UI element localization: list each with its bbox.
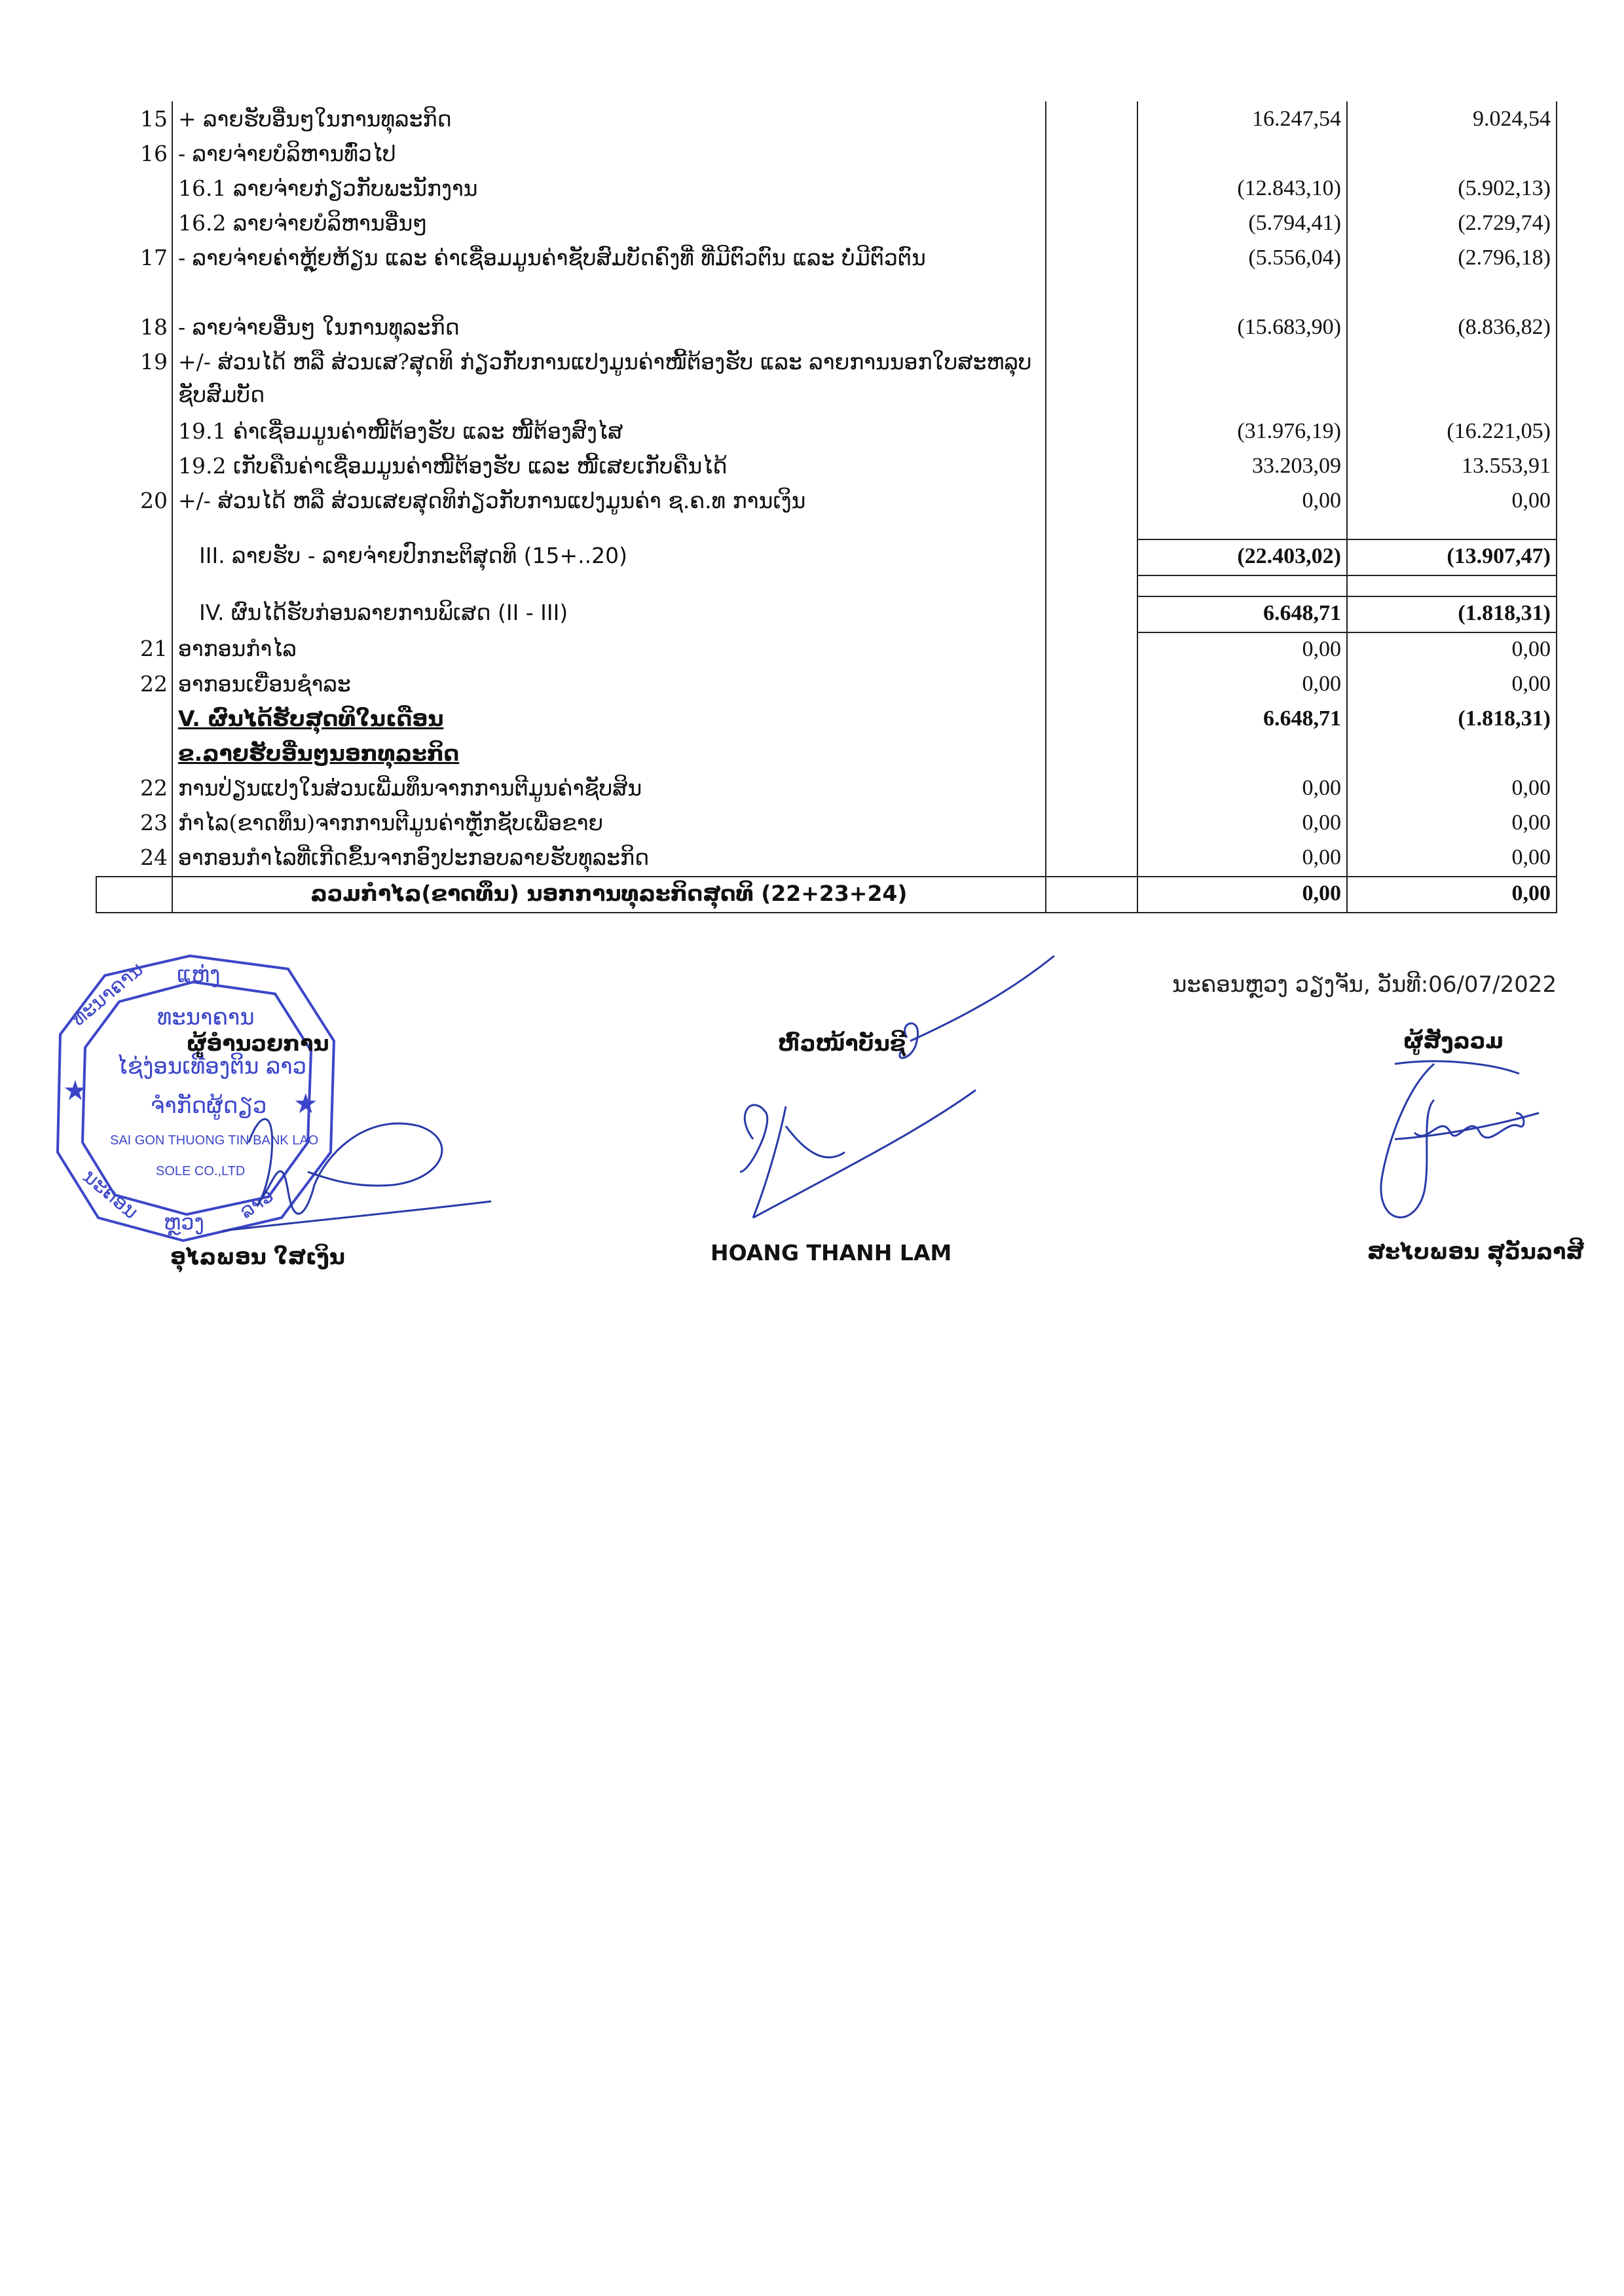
row-number: 22 (96, 668, 172, 702)
previous-value: (2.729,74) (1347, 207, 1557, 242)
preparer-title: ຜູ້ສັງລວມ (1403, 1028, 1504, 1053)
previous-value: 0,00 (1347, 772, 1557, 807)
row-number: 23 (96, 807, 172, 841)
previous-value: 0,00 (1347, 484, 1557, 519)
current-value: 0,00 (1137, 668, 1347, 702)
current-value: 6.648,71 (1137, 596, 1347, 632)
row-number: 22 (96, 772, 172, 807)
current-value: (12.843,10) (1137, 172, 1347, 207)
previous-value: 0,00 (1347, 668, 1557, 702)
row-description: - ລາຍຈ່າຍຄ່າຫຼຸ້ຍຫ້ຽນ ແລະ ຄ່າເຊື່ອມມູນຄ່າຊັບສົມບັດຄົງທີ່ ທີ່ມີຕົວຕົນ ແລະ ບໍ່ມີຕົວຕົນ (172, 242, 1046, 311)
row-number: 20 (96, 484, 172, 519)
stamp-line: ທະນາຄານ (157, 1004, 255, 1030)
previous-value: 13.553,91 (1347, 450, 1557, 484)
current-value: 0,00 (1137, 772, 1347, 807)
stamp-ring-text: ນະຄອນ (78, 1165, 143, 1224)
current-value: 6.648,71 (1137, 702, 1347, 737)
director-title: ຜູ້ອຳນວຍການ (187, 1030, 329, 1056)
total-label: ລວມກຳໄລ(ຂາດທຶນ) ນອກການທຸລະກິດສຸດທິ (22+23+24) (172, 877, 1046, 913)
star-icon: ★ (63, 1074, 88, 1106)
previous-value: 9.024,54 (1347, 101, 1557, 137)
previous-value: (8.836,82) (1347, 311, 1557, 346)
row-description: - ລາຍຈ່າຍອື່ນໆ ໃນການທຸລະກິດ (172, 311, 1046, 346)
row-description: 19.2 ເກັບຄືນຄ່າເຊື່ອມມູນຄ່າໜີ້ຕ້ອງຮັບ ແລະ ໜີ້ເສຍເກັບຄືນໄດ້ (172, 450, 1046, 484)
current-value: (5.556,04) (1137, 242, 1347, 311)
row-description: ອາກອນກຳໄລທີ່ເກີດຂຶ້ນຈາກອົງປະກອບລາຍຮັບທຸລະກິດ (172, 841, 1046, 877)
row-description: +/- ສ່ວນໄດ້ ຫລື ສ່ວນເສ?ສຸດທິ ກ່ຽວກັບການແປງມູນຄ່າໜີ້ຕ້ອງຮັບ ແລະ ລາຍການນອກໃບສະຫລຸບຊັບສົມບັດ (172, 346, 1046, 415)
current-value: 16.247,54 (1137, 101, 1347, 137)
stamp-line: ຈຳກັດຜູ້ດຽວ (151, 1093, 267, 1119)
stamp-ring-text: ແຫ່ງ (177, 962, 221, 988)
stamp-ring-text: ລາວ (235, 1184, 278, 1224)
current-value: (22.403,02) (1137, 539, 1347, 575)
section-label: V. ຜົນໄດ້ຮັບສຸດທິໃນເດືອນ (172, 702, 1046, 737)
row-description: ກຳໄລ(ຂາດທຶນ)ຈາກການຕີມູນຄ່າຫຼັກຊັບເພື່ອຂາຍ (172, 807, 1046, 841)
previous-value: (5.902,13) (1347, 172, 1557, 207)
row-description: +/- ສ່ວນໄດ້ ຫລື ສ່ວນເສຍສຸດທິກ່ຽວກັບການແປງມູນຄ່າ ຊ.ຄ.ທ ການເງິນ (172, 484, 1046, 519)
current-value: 0,00 (1137, 807, 1347, 841)
stamp-line: SOLE CO.,LTD (156, 1164, 246, 1178)
previous-value: (16.221,05) (1347, 415, 1557, 450)
current-value: 0,00 (1137, 841, 1347, 877)
preparer-signature (1381, 1061, 1539, 1217)
row-number: 19 (96, 346, 172, 415)
preparer-name: ສະໄບພອນ ສຸວັນລາສີ (1367, 1239, 1584, 1264)
current-value: 33.203,09 (1137, 450, 1347, 484)
company-stamp (58, 956, 334, 1241)
section-label: ຂ.ລາຍຮັບອື່ນໆນອກທຸລະກິດ (172, 737, 1046, 772)
row-description: 16.1 ລາຍຈ່າຍກ່ຽວກັບພະນັກງານ (172, 172, 1046, 207)
accountant-signature (740, 956, 1054, 1218)
accountant-name: HOANG THANH LAM (710, 1240, 952, 1266)
previous-value: 0,00 (1347, 841, 1557, 877)
row-description: + ລາຍຮັບອື່ນໆໃນການທຸລະກິດ (172, 101, 1046, 137)
previous-value: (13.907,47) (1347, 539, 1557, 575)
stamp-ring-text: ຫຼວງ (164, 1210, 204, 1235)
current-value: (31.976,19) (1137, 415, 1347, 450)
stamp-line: SAI GON THUONG TIN BANK LAO (110, 1133, 319, 1148)
row-number: 16 (96, 137, 172, 172)
row-description: ອາກອນເຍື່ອນຊຳລະ (172, 668, 1046, 702)
director-name: ອຸໄລພອນ ໃສເງິນ (170, 1244, 345, 1269)
current-value: 0,00 (1137, 484, 1347, 519)
previous-value: (1.818,31) (1347, 702, 1557, 737)
date-line: ນະຄອນຫຼວງ ວຽງຈັນ, ວັນທີ:06/07/2022 (1172, 972, 1557, 998)
row-number: 17 (96, 242, 172, 311)
current-value: (5.794,41) (1137, 207, 1347, 242)
row-number: 24 (96, 841, 172, 877)
current-value: 0,00 (1137, 877, 1347, 913)
row-description: 16.2 ລາຍຈ່າຍບໍລິຫານອື່ນໆ (172, 207, 1046, 242)
previous-value: (1.818,31) (1347, 596, 1557, 632)
star-icon: ★ (293, 1087, 318, 1120)
row-number: 21 (96, 632, 172, 668)
row-description: - ລາຍຈ່າຍບໍລິຫານທົ່ວໄປ (172, 137, 1046, 172)
stamp-line: ໄຊ່ງ່ອນເທືອງຕິນ ລາວ (117, 1053, 307, 1080)
previous-value: 0,00 (1347, 807, 1557, 841)
section-label: III. ລາຍຮັບ - ລາຍຈ່າຍປົກກະຕິສຸດທິ (15+..20) (172, 539, 1046, 575)
previous-value: 0,00 (1347, 632, 1557, 668)
stamp-ring-text: ທະນາຄານ (67, 958, 148, 1031)
row-number: 18 (96, 311, 172, 346)
previous-value: (2.796,18) (1347, 242, 1557, 311)
row-description: ອາກອນກຳໄລ (172, 632, 1046, 668)
current-value: 0,00 (1137, 632, 1347, 668)
previous-value: 0,00 (1347, 877, 1557, 913)
section-label: IV. ຜົນໄດ້ຮັບກ່ອນລາຍການພິເສດ (II - III) (172, 596, 1046, 632)
row-description: ການປ່ຽນແປງໃນສ່ວນເພີ່ມທຶນຈາກການຕີມູນຄ່າຊັບສິນ (172, 772, 1046, 807)
current-value: (15.683,90) (1137, 311, 1347, 346)
row-description: 19.1 ຄ່າເຊື່ອມມູນຄ່າໜີ້ຕ້ອງຮັບ ແລະ ໜີ້ຕ້ອງສົງໄສ (172, 415, 1046, 450)
accountant-title: ຫົວໜ້າບັນຊີ (778, 1030, 906, 1056)
row-number: 15 (96, 101, 172, 137)
